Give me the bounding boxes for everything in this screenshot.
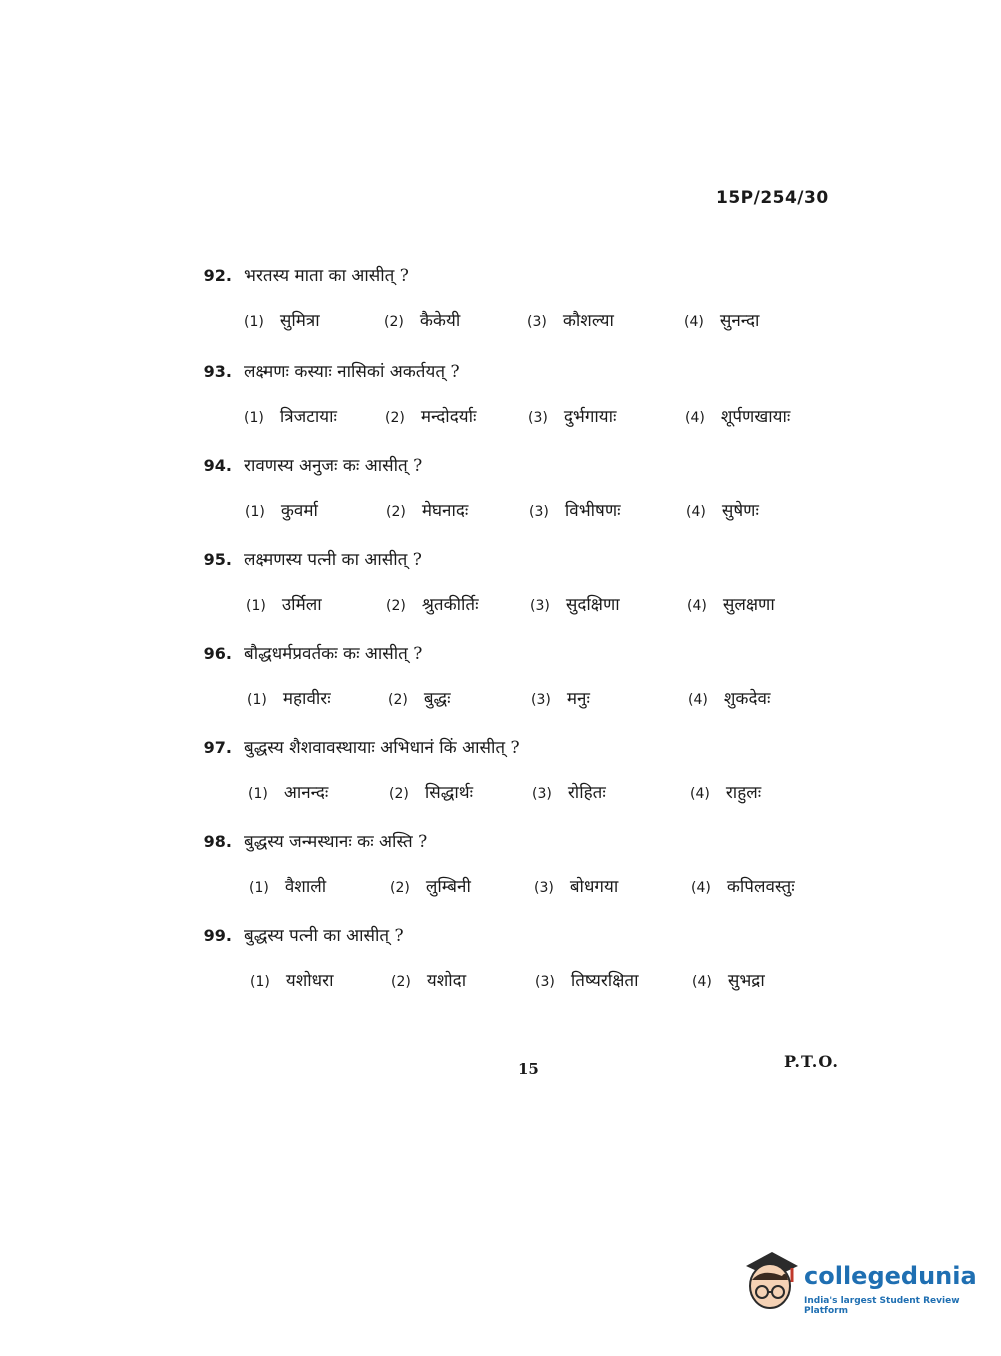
question-text: बुद्धस्य जन्मस्थानः कः अस्ति ? <box>244 832 428 852</box>
option-3 <box>527 308 614 331</box>
option-number: (3) <box>534 880 554 896</box>
option-text: कैकेयी <box>419 311 461 331</box>
option-number: (1) <box>246 598 266 614</box>
option-number: (4) <box>692 974 712 990</box>
option-2 <box>386 498 468 521</box>
question-number: 92. <box>203 266 232 285</box>
option-text: सुनन्दा <box>719 311 760 331</box>
option-number: (1) <box>247 692 267 708</box>
option-number: (4) <box>684 314 704 330</box>
question-text: लक्ष्मणस्य पत्नी का आसीत् ? <box>244 550 422 570</box>
option-text: राहुलः <box>725 783 762 803</box>
option-text: विभीषणः <box>564 501 621 521</box>
option-text: लुम्बिनी <box>425 877 471 897</box>
question-text: बुद्धस्य पत्नी का आसीत् ? <box>244 926 404 946</box>
option-text: बोधगया <box>569 877 619 897</box>
option-text: वैशाली <box>284 877 327 897</box>
option-number: (3) <box>531 692 551 708</box>
question-number: 99. <box>203 926 232 945</box>
option-1 <box>247 686 331 709</box>
option-3 <box>528 404 617 427</box>
option-4 <box>691 874 795 897</box>
option-text: श्रुतकीर्तिः <box>421 595 479 615</box>
option-number: (1) <box>249 880 269 896</box>
question-93 <box>0 362 1001 442</box>
option-number: (3) <box>532 786 552 802</box>
question-number: 94. <box>203 456 232 475</box>
option-number: (3) <box>535 974 555 990</box>
option-number: (2) <box>384 314 404 330</box>
option-text: तिष्यरक्षिता <box>570 971 639 991</box>
option-number: (2) <box>388 692 408 708</box>
question-99 <box>0 926 1001 1006</box>
option-3 <box>535 968 638 991</box>
option-number: (1) <box>244 410 264 426</box>
option-number: (3) <box>529 504 549 520</box>
option-number: (2) <box>386 504 406 520</box>
pto-label: P.T.O. <box>784 1052 839 1071</box>
option-1 <box>246 592 322 615</box>
paper-code: 15P/254/30 <box>716 188 829 208</box>
brand-tagline: India's largest Student Review Platform <box>804 1296 960 1316</box>
question-97 <box>0 738 1001 818</box>
option-number: (4) <box>686 504 706 520</box>
option-text: सिद्धार्थः <box>424 783 474 803</box>
option-text: महावीरः <box>282 689 331 709</box>
question-96 <box>0 644 1001 724</box>
option-4 <box>690 780 761 803</box>
option-text: कौशल्या <box>562 311 614 331</box>
option-3 <box>531 686 590 709</box>
option-number: (1) <box>250 974 270 990</box>
question-number: 93. <box>203 362 232 381</box>
option-3 <box>532 780 606 803</box>
option-text: शूर्पणखायाः <box>720 407 791 427</box>
option-2 <box>386 592 479 615</box>
option-2 <box>385 404 476 427</box>
question-text: बुद्धस्य शैशवावस्थायाः अभिधानं किं आसीत् ? <box>244 738 520 758</box>
option-text: आनन्दः <box>283 783 329 803</box>
option-2 <box>390 874 471 897</box>
option-text: सुलक्षणा <box>722 595 775 615</box>
question-94 <box>0 456 1001 536</box>
option-number: (3) <box>527 314 547 330</box>
question-text: बौद्धधर्मप्रवर्तकः कः आसीत् ? <box>244 644 423 664</box>
option-text: मनुः <box>566 689 590 709</box>
option-number: (2) <box>386 598 406 614</box>
option-number: (4) <box>688 692 708 708</box>
option-number: (2) <box>391 974 411 990</box>
question-number: 96. <box>203 644 232 663</box>
option-4 <box>692 968 765 991</box>
option-1 <box>245 498 318 521</box>
option-text: यशोदा <box>426 971 467 991</box>
option-text: मेघनादः <box>421 501 469 521</box>
option-text: यशोधरा <box>285 971 334 991</box>
question-95 <box>0 550 1001 630</box>
collegedunia-watermark <box>742 1248 977 1316</box>
brand-name: collegedunia <box>804 1262 977 1290</box>
mascot-logo-icon <box>742 1248 802 1316</box>
question-92 <box>0 266 1001 346</box>
question-98 <box>0 832 1001 912</box>
option-3 <box>534 874 618 897</box>
option-4 <box>687 592 775 615</box>
option-number: (4) <box>687 598 707 614</box>
option-number: (2) <box>385 410 405 426</box>
option-2 <box>384 308 460 331</box>
option-number: (4) <box>691 880 711 896</box>
option-1 <box>244 308 320 331</box>
option-3 <box>529 498 621 521</box>
option-number: (3) <box>530 598 550 614</box>
option-number: (2) <box>390 880 410 896</box>
option-number: (4) <box>690 786 710 802</box>
option-3 <box>530 592 620 615</box>
option-4 <box>688 686 770 709</box>
option-text: मन्दोदर्याः <box>420 407 477 427</box>
question-text: रावणस्य अनुजः कः आसीत् ? <box>244 456 423 476</box>
option-4 <box>685 404 790 427</box>
option-text: सुमित्रा <box>279 311 320 331</box>
option-number: (1) <box>248 786 268 802</box>
option-1 <box>250 968 333 991</box>
question-number: 98. <box>203 832 232 851</box>
option-4 <box>686 498 759 521</box>
option-2 <box>391 968 466 991</box>
option-2 <box>389 780 473 803</box>
question-number: 97. <box>203 738 232 757</box>
option-4 <box>684 308 759 331</box>
option-number: (2) <box>389 786 409 802</box>
option-number: (3) <box>528 410 548 426</box>
option-text: रोहितः <box>567 783 606 803</box>
option-text: सुदक्षिणा <box>565 595 620 615</box>
option-text: कपिलवस्तुः <box>726 877 795 897</box>
option-number: (1) <box>244 314 264 330</box>
option-text: बुद्धः <box>423 689 451 709</box>
option-text: उर्मिला <box>281 595 322 615</box>
option-text: कुवर्मा <box>280 501 318 521</box>
option-text: त्रिजटायाः <box>279 407 337 427</box>
option-1 <box>249 874 326 897</box>
option-number: (4) <box>685 410 705 426</box>
question-text: लक्ष्मणः कस्याः नासिकां अकर्तयत् ? <box>244 362 460 382</box>
option-1 <box>244 404 337 427</box>
option-text: सुभद्रा <box>727 971 765 991</box>
option-2 <box>388 686 451 709</box>
option-1 <box>248 780 328 803</box>
question-text: भरतस्य माता का आसीत् ? <box>244 266 409 286</box>
question-number: 95. <box>203 550 232 569</box>
option-text: शुकदेवः <box>723 689 771 709</box>
option-text: सुषेणः <box>721 501 759 521</box>
option-text: दुर्भगायाः <box>563 407 617 427</box>
page-number: 15 <box>518 1060 539 1078</box>
option-number: (1) <box>245 504 265 520</box>
